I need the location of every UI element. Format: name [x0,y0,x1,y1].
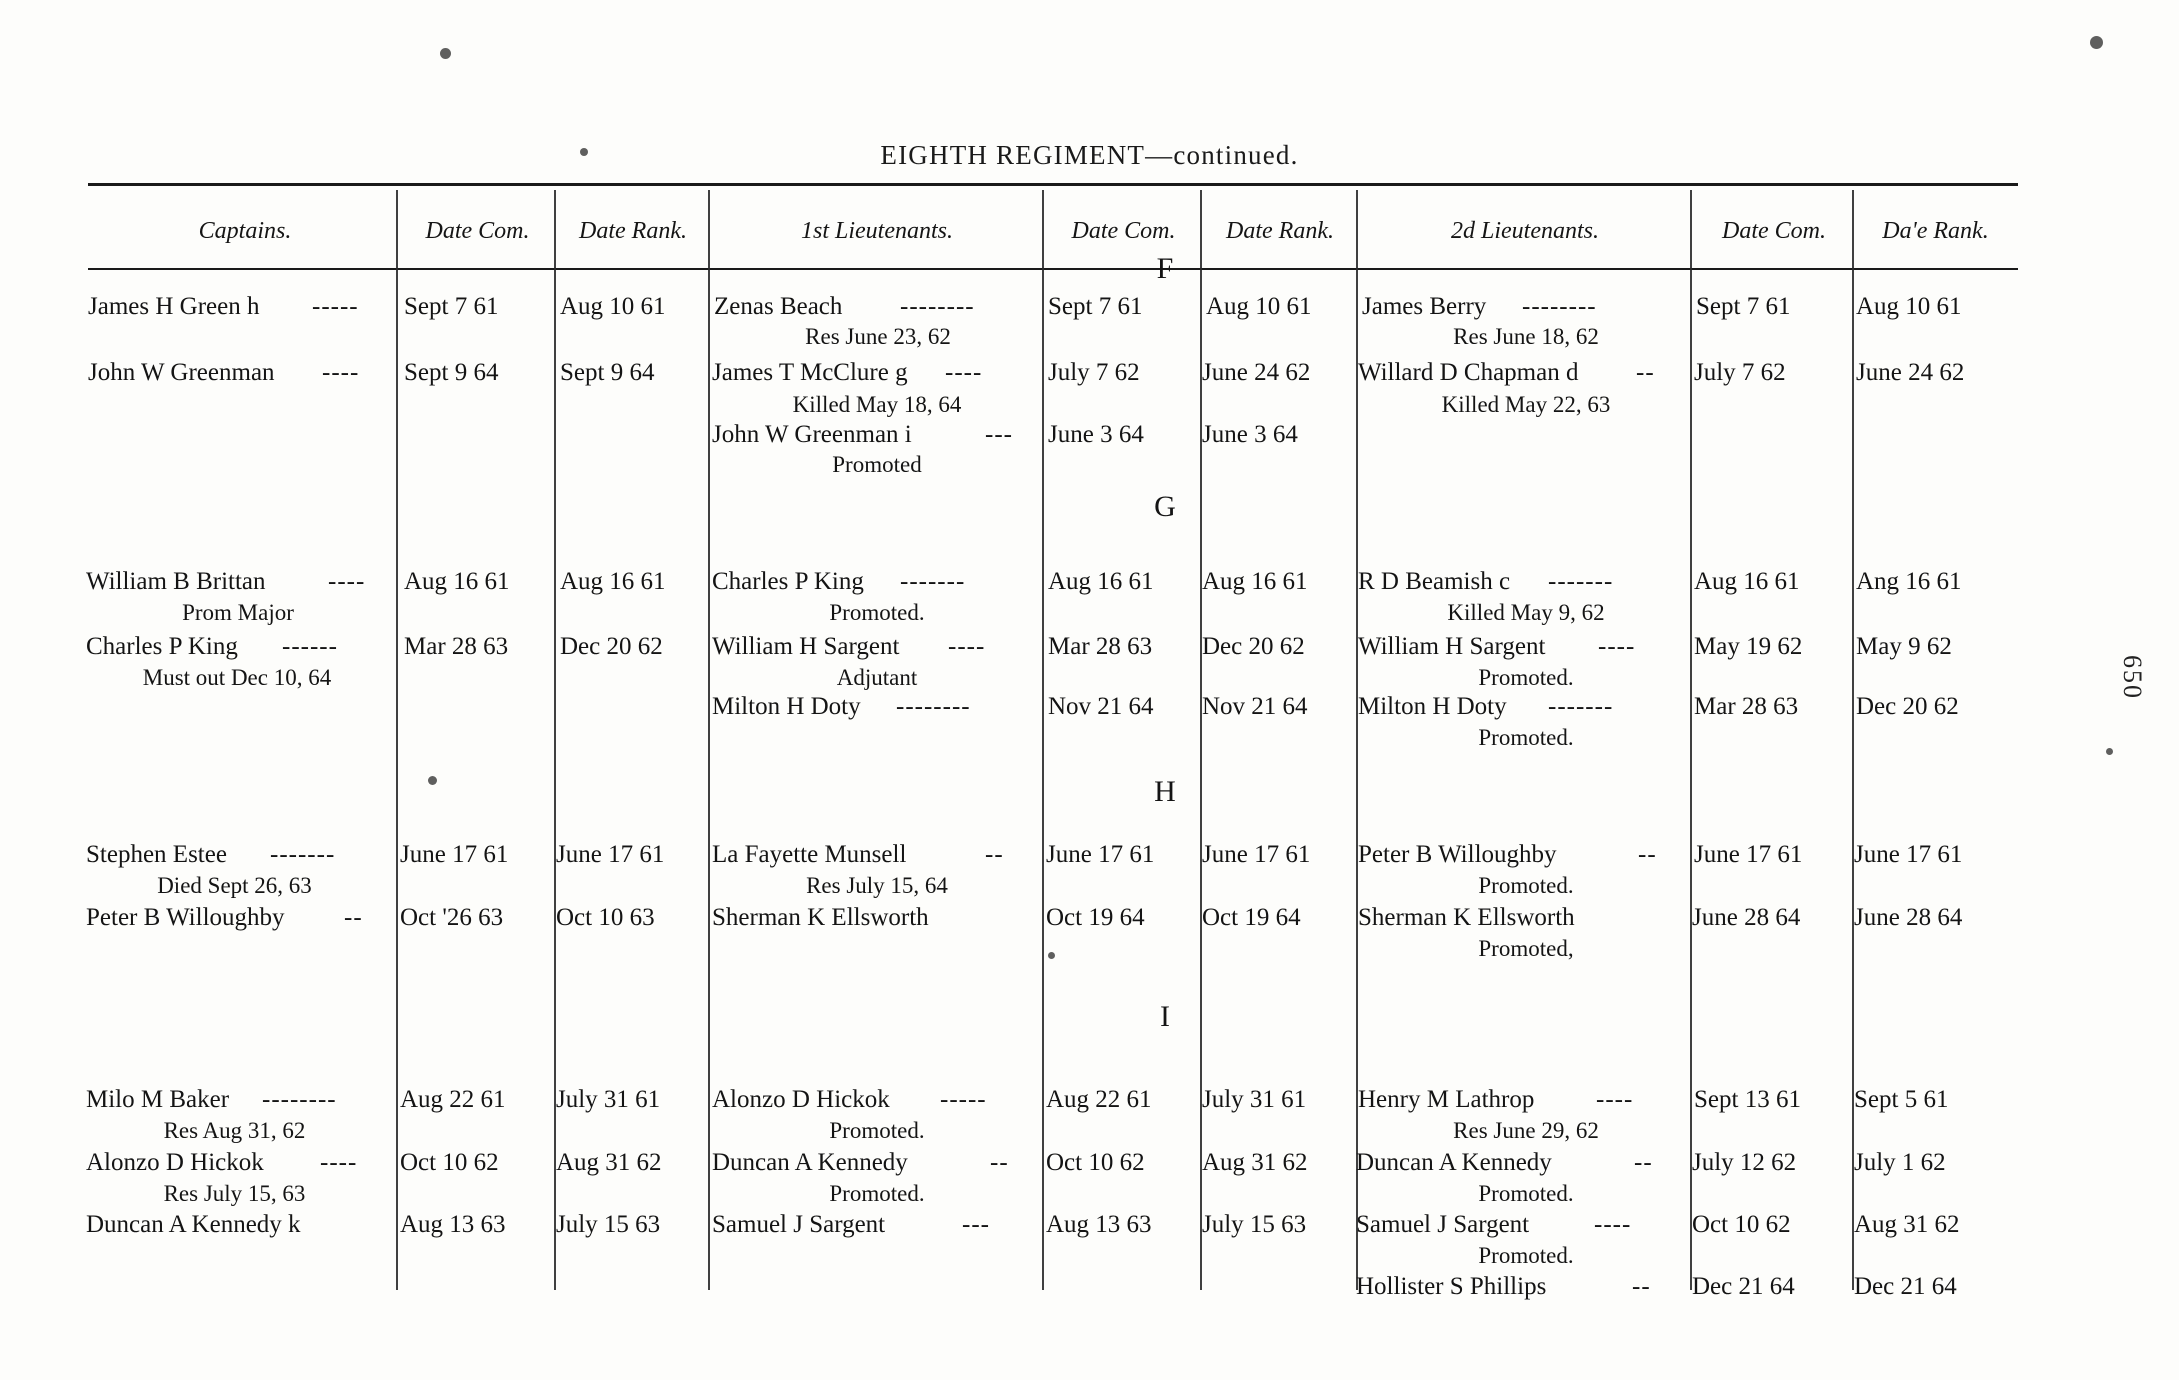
captain-name: Milo M Baker [86,1086,230,1113]
second-lieutenant-note: Promoted. [1478,1243,1574,1268]
second-lieutenant-name: Milton H Doty [1358,693,1507,720]
column-divider [1042,190,1044,1290]
captain-date-rank: Sept 9 64 [560,359,655,386]
second-lieutenant-name: R D Beamish c [1358,568,1511,595]
captain-note: Died Sept 26, 63 [157,873,312,898]
captain-note: Prom Major [182,600,294,625]
captain-date-rank: Oct 10 63 [556,904,655,931]
column-divider [1690,190,1692,1290]
first-lieutenant-name: Samuel J Sargent [712,1211,886,1238]
leader-dots: ------- [270,841,336,868]
captain-date-com: Aug 13 63 [400,1211,506,1238]
column-header-date-rank-1: Date Rank. [579,218,687,244]
first-lieutenant-date-rank: Aug 10 61 [1206,293,1312,320]
leader-dots: -------- [900,293,975,320]
company-letter: H [1154,775,1176,808]
captain-date-com: Aug 22 61 [400,1086,506,1113]
first-lieutenant-date-rank: July 31 61 [1202,1086,1307,1113]
table-header-rule [88,268,2018,270]
leader-dots: -- [1632,1273,1651,1300]
first-lieutenant-date-com: Mar 28 63 [1048,633,1153,660]
second-lieutenant-date-rank: July 1 62 [1854,1149,1946,1176]
second-lieutenant-note: Killed May 9, 62 [1447,600,1605,625]
captain-date-rank: Dec 20 62 [560,633,663,660]
leader-dots: -------- [262,1086,337,1113]
second-lieutenant-note: Promoted. [1478,1181,1574,1206]
captain-date-com: Aug 16 61 [404,568,510,595]
column-header-first-lieutenants: 1st Lieutenants. [800,218,953,244]
second-lieutenant-name: Samuel J Sargent [1356,1211,1530,1238]
captain-date-com: Oct 10 62 [400,1149,499,1176]
captain-name: Stephen Estee [86,841,227,868]
page-number: 650 [2118,655,2147,700]
second-lieutenant-date-rank: Dec 21 64 [1854,1273,1957,1300]
scan-speck [2106,748,2113,755]
second-lieutenant-date-com: Aug 16 61 [1694,568,1800,595]
first-lieutenant-name: John W Greenman i [712,421,912,448]
first-lieutenant-date-com: Nov 21 64 [1048,693,1154,720]
captain-note: Must out Dec 10, 64 [142,665,332,690]
scan-speck [2090,36,2103,49]
first-lieutenant-note: Promoted. [829,600,925,625]
captain-date-rank: June 17 61 [556,841,665,868]
first-lieutenant-note: Promoted. [829,1118,925,1143]
column-header-date-rank-2: Date Rank. [1226,218,1334,244]
first-lieutenant-date-com: Oct 10 62 [1046,1149,1145,1176]
first-lieutenant-date-com: July 7 62 [1048,359,1140,386]
second-lieutenant-name: Willard D Chapman d [1358,359,1579,386]
table-top-rule [88,183,2018,186]
captain-name: Alonzo D Hickok [86,1149,264,1176]
scan-speck [440,48,451,59]
column-header-date-com-3: Date Com. [1722,218,1826,244]
second-lieutenant-date-com: Mar 28 63 [1694,693,1799,720]
first-lieutenant-name: La Fayette Munsell [712,841,907,868]
column-header-date-rank-3: Da'e Rank. [1882,218,1989,244]
second-lieutenant-note: Promoted. [1478,665,1574,690]
second-lieutenant-note: Promoted, [1478,936,1574,961]
leader-dots: ---- [1598,633,1636,660]
first-lieutenant-date-rank: Aug 16 61 [1202,568,1308,595]
captain-name: Charles P King [86,633,238,660]
leader-dots: -- [985,841,1004,868]
first-lieutenant-date-com: Oct 19 64 [1046,904,1145,931]
captain-date-com: Mar 28 63 [404,633,509,660]
page-title: EIGHTH REGIMENT—continued. [880,140,1299,170]
first-lieutenant-name: Charles P King [712,568,864,595]
column-divider [396,190,398,1290]
first-lieutenant-note: Adjutant [836,665,918,690]
first-lieutenant-date-com: Aug 13 63 [1046,1211,1152,1238]
first-lieutenant-date-rank: June 17 61 [1202,841,1311,868]
leader-dots: -- [1638,841,1657,868]
second-lieutenant-note: Res June 29, 62 [1453,1118,1599,1143]
company-letter: I [1160,1000,1170,1033]
leader-dots: ------- [1548,568,1614,595]
second-lieutenant-name: Duncan A Kennedy [1356,1149,1552,1176]
captain-date-com: Sept 7 61 [404,293,499,320]
second-lieutenant-date-rank: Ang 16 61 [1856,568,1962,595]
second-lieutenant-date-rank: June 24 62 [1856,359,1965,386]
second-lieutenant-date-com: June 28 64 [1692,904,1801,931]
first-lieutenant-note: Promoted [832,452,922,477]
second-lieutenant-name: Hollister S Phillips [1356,1273,1547,1300]
second-lieutenant-note: Promoted. [1478,873,1574,898]
first-lieutenant-name: Zenas Beach [714,293,843,320]
second-lieutenant-note: Killed May 22, 63 [1441,392,1611,417]
first-lieutenant-date-com: June 3 64 [1048,421,1144,448]
leader-dots: ---- [1596,1086,1634,1113]
leader-dots: ---- [1594,1211,1632,1238]
leader-dots: ---- [328,568,366,595]
scan-speck [1048,952,1055,959]
first-lieutenant-note: Res June 23, 62 [805,324,951,349]
first-lieutenant-date-rank: Dec 20 62 [1202,633,1305,660]
column-header-date-com-1: Date Com. [425,218,530,244]
second-lieutenant-date-rank: June 28 64 [1854,904,1963,931]
leader-dots: ---- [322,359,360,386]
second-lieutenant-date-rank: Aug 31 62 [1854,1211,1960,1238]
second-lieutenant-date-com: June 17 61 [1694,841,1803,868]
leader-dots: -- [344,904,363,931]
first-lieutenant-name: William H Sargent [712,633,900,660]
second-lieutenant-note: Res June 18, 62 [1453,324,1599,349]
captain-note: Res Aug 31, 62 [163,1118,306,1143]
second-lieutenant-name: William H Sargent [1358,633,1546,660]
first-lieutenant-name: Duncan A Kennedy [712,1149,908,1176]
second-lieutenant-name: James Berry [1362,293,1487,320]
column-divider [554,190,556,1290]
leader-dots: ------- [1548,693,1614,720]
captain-date-com: June 17 61 [400,841,509,868]
company-letter: G [1154,490,1176,523]
leader-dots: ----- [312,293,359,320]
captain-note: Res July 15, 63 [163,1181,306,1206]
column-header-second-lieutenants: 2d Lieutenants. [1451,218,1599,244]
captain-name: John W Greenman [88,359,275,386]
first-lieutenant-date-rank: Aug 31 62 [1202,1149,1308,1176]
first-lieutenant-name: James T McClure g [712,359,908,386]
leader-dots: -------- [896,693,971,720]
first-lieutenant-date-com: Sept 7 61 [1048,293,1143,320]
second-lieutenant-name: Henry M Lathrop [1358,1086,1535,1113]
first-lieutenant-date-com: Aug 16 61 [1048,568,1154,595]
second-lieutenant-date-com: Dec 21 64 [1692,1273,1795,1300]
second-lieutenant-date-com: Sept 7 61 [1696,293,1791,320]
first-lieutenant-date-rank: June 24 62 [1202,359,1311,386]
leader-dots: -- [990,1149,1009,1176]
column-divider [1200,190,1202,1290]
leader-dots: ----- [940,1086,987,1113]
captain-name: James H Green h [88,293,260,320]
column-header-date-com-2: Date Com. [1071,218,1176,244]
captain-date-com: Oct '26 63 [400,904,504,931]
first-lieutenant-date-com: Aug 22 61 [1046,1086,1152,1113]
captain-name: Duncan A Kennedy k [86,1211,301,1238]
second-lieutenant-date-rank: Dec 20 62 [1856,693,1959,720]
first-lieutenant-date-rank: Oct 19 64 [1202,904,1301,931]
captain-date-rank: Aug 31 62 [556,1149,662,1176]
second-lieutenant-date-com: Oct 10 62 [1692,1211,1791,1238]
leader-dots: -------- [1522,293,1597,320]
company-letter: F [1156,252,1174,285]
first-lieutenant-note: Res July 15, 64 [806,873,948,898]
first-lieutenant-name: Sherman K Ellsworth [712,904,929,931]
captain-name: William B Brittan [86,568,266,595]
first-lieutenant-name: Alonzo D Hickok [712,1086,890,1113]
second-lieutenant-name: Sherman K Ellsworth [1358,904,1575,931]
leader-dots: ---- [320,1149,358,1176]
second-lieutenant-date-rank: Aug 10 61 [1856,293,1962,320]
first-lieutenant-date-com: June 17 61 [1046,841,1155,868]
leader-dots: -- [1634,1149,1653,1176]
leader-dots: --- [985,421,1013,448]
captain-date-rank: July 31 61 [556,1086,661,1113]
captain-date-rank: Aug 16 61 [560,568,666,595]
first-lieutenant-name: Milton H Doty [712,693,861,720]
first-lieutenant-date-rank: July 15 63 [1202,1211,1307,1238]
second-lieutenant-date-rank: June 17 61 [1854,841,1963,868]
first-lieutenant-date-rank: Nov 21 64 [1202,693,1308,720]
second-lieutenant-note: Promoted. [1478,725,1574,750]
captain-date-rank: July 15 63 [556,1211,661,1238]
second-lieutenant-date-rank: May 9 62 [1856,633,1952,660]
second-lieutenant-date-com: May 19 62 [1694,633,1803,660]
column-divider [708,190,710,1290]
second-lieutenant-date-com: Sept 13 61 [1694,1086,1801,1113]
column-header-captains: Captains. [198,218,292,244]
second-lieutenant-date-rank: Sept 5 61 [1854,1086,1949,1113]
leader-dots: -- [1636,359,1655,386]
captain-name: Peter B Willoughby [86,904,285,931]
leader-dots: ------ [282,633,338,660]
leader-dots: ---- [945,359,983,386]
second-lieutenant-name: Peter B Willoughby [1358,841,1557,868]
first-lieutenant-note: Killed May 18, 64 [792,392,962,417]
second-lieutenant-date-com: July 12 62 [1692,1149,1797,1176]
first-lieutenant-date-rank: June 3 64 [1202,421,1298,448]
first-lieutenant-note: Promoted. [829,1181,925,1206]
leader-dots: ---- [948,633,986,660]
column-divider [1852,190,1854,1290]
column-divider [1356,190,1358,1290]
leader-dots: ------- [900,568,966,595]
leader-dots: --- [962,1211,990,1238]
second-lieutenant-date-com: July 7 62 [1694,359,1786,386]
captain-date-rank: Aug 10 61 [560,293,666,320]
scan-speck [428,776,437,785]
captain-date-com: Sept 9 64 [404,359,499,386]
